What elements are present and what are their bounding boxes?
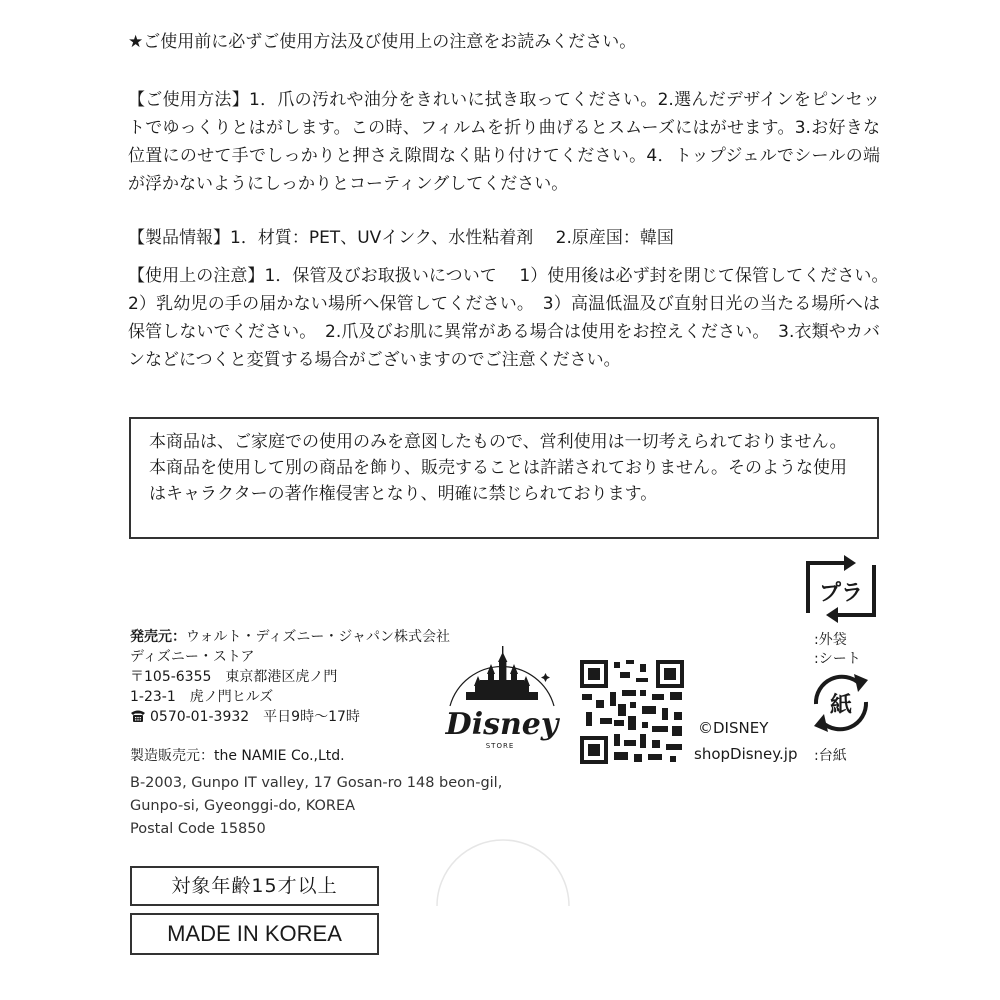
seller-company-row [130, 627, 450, 647]
license-notice-box [129, 417, 879, 539]
seller-info [130, 627, 450, 727]
seller-label: 発売元： [130, 629, 186, 645]
paper-mark-text: 紙 [829, 693, 853, 718]
precaution-lead: ★ご使用前に必ずご使用方法及び使用上の注意をお読みください。 [128, 32, 637, 52]
paper-recycle-icon [806, 668, 876, 738]
hang-hole-arc [433, 818, 573, 908]
logo-sub-text: STORE [485, 742, 515, 750]
usage-caution: 【使用上の注意】1．保管及びお取扱いについて 1）使用後は必ず封を閉じて保管してください。 2）乳幼児の手の届かない場所へ保管してください。 3）高温低温及び直射日光の当たる場所へは保管しないでください。 2.爪及びお肌に異常がある場合は使用をお控えください。 3.衣類やカバンなどにつくと変質する場合がございますのでご注意ください。 [128, 266, 897, 370]
plastic-recycle-icon [800, 553, 882, 625]
plastic-mark-text: プラ [818, 581, 864, 606]
plastic-item-sheet: :シート [814, 651, 861, 667]
copyright-text: ©DISNEY [698, 719, 769, 737]
seller-store: ディズニー・ストア [130, 649, 255, 665]
seller-address: 1-23-1 虎ノ門ヒルズ [130, 689, 274, 705]
phone-icon [130, 709, 146, 723]
shop-url-text: shopDisney.jp [694, 745, 798, 763]
qr-code [580, 660, 684, 764]
seller-phone: 0570-01-3932 平日9時～17時 [150, 709, 360, 725]
age-rating-box: 対象年齢15才以上 [130, 866, 379, 906]
manufacturer-address-line-1: B-2003, Gunpo IT valley, 17 Gosan-ro 148 beon-gil, [130, 775, 503, 791]
seller-phone-row [130, 707, 450, 727]
manufacturer-address-line-3: Postal Code 15850 [130, 821, 266, 837]
manufacturer-address-line-2: Gunpo-si, Gyeonggi-do, KOREA [130, 798, 356, 814]
usage-instructions: 【ご使用方法】1．爪の汚れや油分をきれいに拭き取ってください。2.選んだデザインをピンセットでゆっくりとはがします。この時、フィルムを折り曲げるとスムーズにはがせます。3.お好きな位置にのせて手でしっかりと押さえ隙間なく貼り付けてください。4．トップジェルでシールの端が浮かないようにしっかりとコーティングしてください。 [128, 90, 880, 194]
seller-postal: 〒105-6355 東京都港区虎ノ門 [130, 669, 338, 685]
disney-store-logo [432, 640, 572, 758]
origin-box: MADE IN KOREA [130, 913, 379, 955]
seller-company: ウォルト・ディズニー・ジャパン株式会社 [186, 629, 451, 645]
plastic-item-outer-bag: :外袋 [814, 632, 847, 648]
product-info: 【製品情報】1．材質：PET、UVインク、水性粘着剤 2.原産国：韓国 [128, 228, 674, 248]
logo-brand-text: Disney [445, 707, 559, 742]
license-notice-text: 本商品は、ご家庭での使用のみを意図したもので、営利使用は一切考えられておりません。本商品を使用して別の商品を飾り、販売することは許諾されておりません。そのような使用はキャラクターの著作権侵害となり、明確に禁じられております。 [149, 432, 848, 504]
manufacturer: 製造販売元：the NAMIE Co.,Ltd. [130, 748, 345, 764]
paper-item-mount: :台紙 [814, 748, 847, 764]
